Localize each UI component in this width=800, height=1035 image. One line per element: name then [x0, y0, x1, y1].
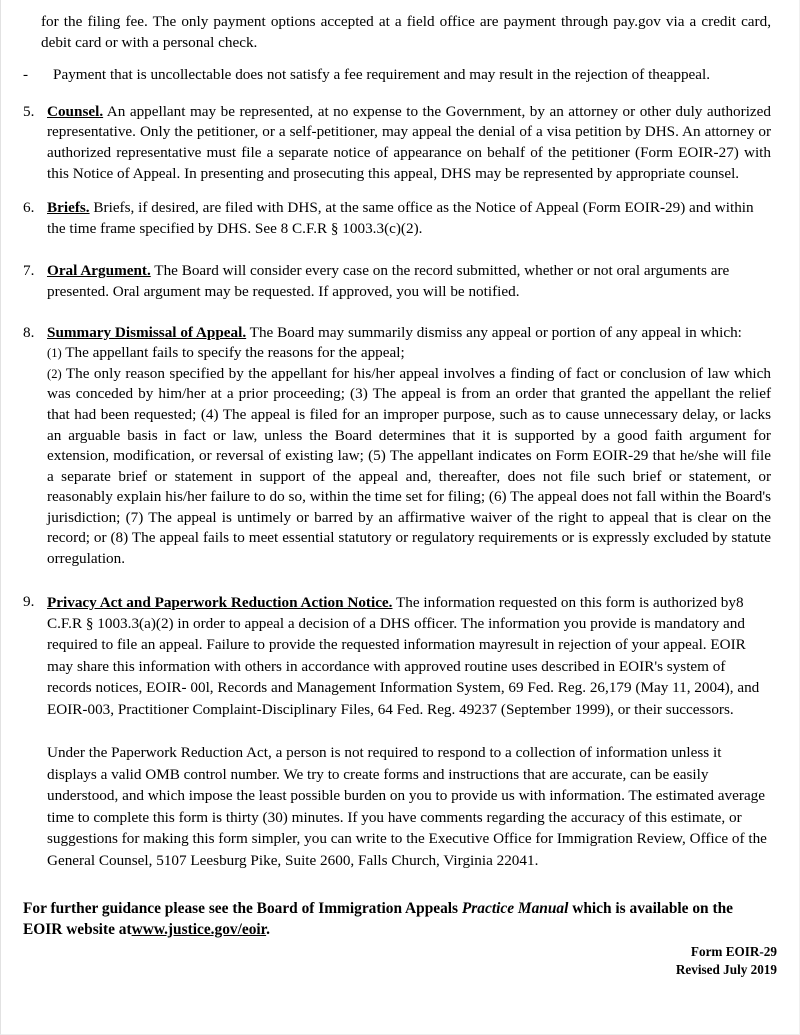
item-body: [47, 102, 771, 184]
item-term: Privacy Act and Paperwork Reduction Action Notice.: [47, 593, 393, 611]
list-item-summary-dismissal: [23, 323, 771, 570]
item-marker: 5.: [23, 102, 35, 120]
sub-item-text: The only reason specified by the appellant for his/her appeal involves a finding of fact or conclusion of law which was conceded by him/her at a prior proceeding; (3) The appeal is from an order that granted the appellant the relief that had been requested; (4) The appeal is filed for an improper purpose, such as to cause unnecessary delay, or lacks an arguable basis in fact or law, unless the Board determines that it is supported by a good faith argument for extension, modification, or reversal of existing law; (5) The appellant indicates on Form EOIR-29 that he/she will file a separate brief or statement in support of the appeal and, thereafter, does not file such brief or statement, or reasonably explain his/her failure to do so, within the time set for filing; (6) The appeal does not fall within the Board's jurisdiction; (7) The appeal is untimely or barred by an affirmative waiver of the right to appeal that is clear on the record; or (8) The appeal fails to meet essential statutory or regulatory requirements or is expressly excluded by statute orregulation.: [47, 364, 771, 568]
sub-item-1: [47, 343, 771, 364]
document-content: [23, 12, 771, 956]
item-marker: 8.: [23, 323, 35, 341]
sub-item-number: (1): [47, 346, 62, 361]
footer-form-number: Form EOIR-29: [690, 944, 777, 960]
list-item-oral-argument: [23, 261, 771, 302]
item-marker: 6.: [23, 199, 35, 217]
item-body: [47, 323, 771, 344]
closing-text-part2: which is available on the EOIR website at: [23, 899, 733, 939]
dash-bullet-text: Payment that is uncollectable does not satisfy a fee requirement and may result in the rejection of theappeal.: [53, 66, 711, 84]
eoir-website-link[interactable]: www.justice.gov/eoir: [131, 921, 267, 939]
practice-manual-title: Practice Manual: [461, 899, 569, 917]
item-marker: 9.: [23, 592, 35, 610]
item-text: Briefs, if desired, are filed with DHS, at the same office as the Notice of Appeal (Form EOIR-29) and within the time frame specified by DHS. See 8 C.F.R § 1003.3(c)(2).: [47, 199, 754, 237]
sub-item-text: The appellant fails to specify the reasons for the appeal;: [65, 344, 405, 362]
footer-revision-date: Revised July 2019: [675, 961, 777, 977]
sub-item-number: (2): [47, 366, 62, 381]
item-text: An appellant may be represented, at no expense to the Government, by an attorney or other duly authorized representative. Only the petitioner, or a self-petitioner, may appeal the denial of a visa petition by DHS. An attorney or authorized representative must file a separate notice of appearance on behalf of the petitioner (Form EOIR-27) with this Notice of Appeal. In presenting and prosecuting this appeal, DHS may be represented by appropriate counsel.: [47, 102, 771, 182]
item-body: [47, 592, 771, 720]
item-text: The information requested on this form is authorized by8 C.F.R § 1003.3(a)(2) in order to appeal a decision of a DHS officer. The information you provide is mandatory and required to file an appeal. Failure to provide the requested information mayresult in rejection of your appeal. EOIR may share this information with others in accordance with approved routine uses described in EOIR's system of records notices, EOIR- 00l, Records and Management Information System, 69 Fed. Reg. 26,179 (May 11, 2004), and EOIR-003, Practitioner Complaint-Disciplinary Files, 64 Fed. Reg. 49237 (September 1999), or their successors.: [47, 593, 760, 718]
item-term: Counsel.: [47, 102, 104, 120]
item-term: Oral Argument.: [47, 262, 151, 280]
paperwork-reduction-paragraph: Under the Paperwork Reduction Act, a person is not required to respond to a collection of information unless it displays a valid OMB control number. We try to create forms and instructions that are accurate, can be easily understood, and which impose the least possible burden on you to provide us with information. The estimated average time to complete this form is thirty (30) minutes. If you have comments regarding the accuracy of this estimate, or suggestions for making this form simpler, you can write to the Executive Office for Immigration Review, Office of the General Counsel, 5107 Leesburg Pike, Suite 2600, Falls Church, Virginia 22041.: [47, 744, 767, 870]
list-item-briefs: [23, 198, 771, 239]
item-text: The Board will consider every case on the record submitted, whether or not oral arguments are presented. Oral argument may be requested. If approved, you will be notified.: [47, 262, 730, 300]
item-body: [47, 261, 771, 302]
item-term: Briefs.: [47, 199, 90, 217]
list-item-counsel: [23, 102, 771, 184]
page-footer: [676, 943, 777, 978]
continued-paragraph: for the filing fee. The only payment options accepted at a field office are payment through pay.gov via a credit card, debit card or with a personal check.: [41, 13, 771, 51]
list-item-privacy-act: [23, 592, 771, 720]
item-term: Summary Dismissal of Appeal.: [47, 323, 247, 341]
closing-period: .: [266, 921, 270, 939]
closing-text-part1: For further guidance please see the Board of Immigration Appeals: [23, 899, 462, 917]
closing-statement: [23, 898, 771, 941]
item-body: [47, 198, 771, 239]
sub-item-2: [47, 364, 771, 570]
dash-bullet-marker: -: [23, 66, 29, 84]
dash-bullet-item: [23, 65, 771, 86]
item-marker: 7.: [23, 262, 35, 280]
item-text: The Board may summarily dismiss any appeal or portion of any appeal in which:: [246, 323, 742, 341]
